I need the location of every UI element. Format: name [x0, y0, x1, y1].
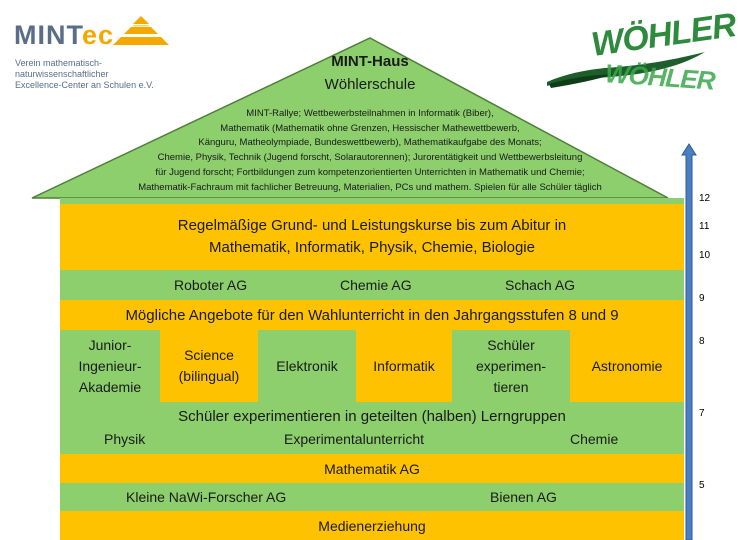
wahl-item-line: tieren: [493, 378, 529, 395]
mintec-tagline-line: Verein mathematisch-: [15, 58, 103, 68]
school-logo-text-bottom: WÖHLER: [604, 58, 716, 96]
grade-label-10: 10: [699, 250, 711, 261]
experiment-title: Schüler experimentieren in geteilten (halben) Lerngruppen: [178, 408, 566, 425]
floor-wahl-title: Mögliche Angebote für den Wahlunterricht in den Jahrgangsstufen 8 und 9: [60, 300, 684, 330]
grade-label-7: 7: [699, 408, 705, 419]
floor-kurse-line: Mathematik, Informatik, Physik, Chemie, Biologie: [209, 239, 535, 256]
wahl-item-line: Astronomie: [591, 357, 663, 374]
ag-schach: Schach AG: [505, 277, 576, 293]
mintec-wordmark-prefix: MINT: [14, 20, 82, 50]
floor-medienerziehung: Medienerziehung: [60, 511, 684, 540]
experiment-unterricht: Experimentalunterricht: [284, 431, 425, 447]
ag-chemie: Chemie AG: [340, 277, 412, 293]
roof-description: [90, 107, 650, 195]
floor-experimentieren: [60, 402, 684, 454]
school-logo-text-top: WÖHLER: [588, 6, 738, 64]
wahl-item-line: experimen-: [475, 357, 547, 374]
wahl-junior-ingenieur: [60, 330, 160, 402]
grade-label-8: 8: [699, 336, 705, 347]
roof-description-line: für Jugend forscht; Fortbildungen zum kompetenzorientierten Unterrichten in Mathematik und Chemie;: [155, 166, 585, 178]
wahl-item-line: Elektronik: [276, 357, 338, 374]
grade-label-5: 5: [699, 480, 705, 491]
wahl-item-line: Ingenieur-: [78, 357, 142, 374]
grade-arrow-icon: [681, 143, 697, 540]
experiment-physik: Physik: [104, 431, 146, 447]
ag-roboter: Roboter AG: [174, 277, 248, 293]
bienen-ag: Bienen AG: [490, 489, 557, 505]
floor-kurse-line: Regelmäßige Grund- und Leistungskurse bis zum Abitur in: [177, 217, 567, 234]
wahl-science: [160, 330, 258, 402]
floor-mathematik-ag: Mathematik AG: [60, 454, 684, 483]
wahl-item-line: Junior-: [88, 336, 132, 353]
roof-description-line: Känguru, Matheolympiade, Bundeswettbewerb), Mathematikaufgabe des Monats;: [198, 137, 542, 149]
wahl-schueler-experimentieren: [452, 330, 570, 402]
wahl-astronomie: [570, 330, 684, 402]
mintec-wordmark-suffix: ec: [81, 20, 115, 50]
floor-kurse: [60, 204, 684, 270]
grade-label-9: 9: [699, 293, 705, 304]
floor-kleine-nawi: [60, 483, 684, 511]
grade-label-11: 11: [699, 221, 710, 232]
roof-description-line: Mathematik (Mathematik ohne Grenzen, Hessischer Mathewettbewerb,: [220, 122, 520, 134]
roof-description-line: Mathematik-Fachraum mit fachlicher Betreuung, Materialien, PCs und mathem. Spielen für alle Schüler täglich: [138, 181, 602, 193]
wahl-informatik: [356, 330, 452, 402]
grade-label-12: 12: [699, 193, 711, 204]
floor-ags: [60, 270, 684, 300]
wahl-item-line: Schüler: [487, 336, 535, 353]
wahl-elektronik: [258, 330, 356, 402]
wahl-item-line: Informatik: [373, 357, 435, 374]
kleine-nawi-forscher: Kleine NaWi-Forscher AG: [126, 489, 287, 505]
roof-subtitle: Wöhlerschule: [324, 76, 416, 93]
wahl-item-line: (bilingual): [178, 368, 240, 384]
experiment-chemie: Chemie: [570, 431, 619, 447]
wahl-item-line: Science: [184, 347, 234, 363]
wahl-item-line: Akademie: [78, 378, 142, 395]
roof-title: MINT-Haus: [331, 53, 409, 70]
mintec-tagline-line: Excellence-Center an Schulen e.V.: [15, 80, 154, 90]
mintec-tagline-line: naturwissenschaftlicher: [15, 69, 109, 79]
roof-description-line: Chemie, Physik, Technik (Jugend forscht, Solarautorennen); Jurorentätigkeit und Wettbewerbsleitung: [157, 152, 583, 164]
roof-description-line: MINT-Rallye; Wettbewerbsteilnahmen in Informatik (Biber),: [246, 108, 494, 119]
